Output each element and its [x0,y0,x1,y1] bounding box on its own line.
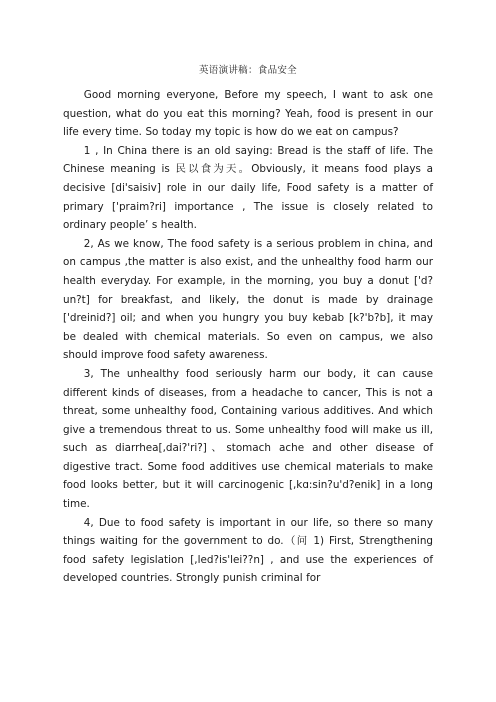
speech-body [63,86,433,588]
paragraph-intro: Good morning everyone, Before my speech, I want to ask one question, what do you eat this morning? Yeah, food is present in our life every time. So today my topic is how do we eat on campus? [63,89,433,139]
paragraph-point-2: 2, As we know, The food safety is a serious problem in china, and on campus ,the matter is also exist, and the unhealthy food harm our health everyday. For example, in the morning, you buy a donut ['d?un?t] for breakfast, and likely, the donut is made by drainage ['dreinid?] oil; and when you hungry you buy kebab [k?'b?b], it may be dealed with chemical materials. So even on campus, we also should improve food safety awareness. [63,237,433,362]
document-title: 英语演讲稿：食品安全 [198,65,297,76]
paragraph-point-4: 4, Due to food safety is important in our life, so there so many things waiting for the government to do.（问 1) First, Strengthening food safety legislation [,led?is'lei??n] , and use the experiences of developed countries. Strongly punish criminal for [63,516,433,585]
paragraph-point-3: 3, The unhealthy food seriously harm our body, it can cause different kinds of diseases, from a headache to cancer, This is not a threat, some unhealthy food, Containing various additives. And which give a tremendous threat to us. Some unhealthy food will make us ill, such as diarrhea[,dai?'ri?]、stomach ache and other disease of digestive tract. Some food additives use chemical materials to make food looks better, but it will carcinogenic [,kɑ:sin?u'd?enik] in a long time. [63,367,433,511]
paragraph-point-1: 1 , In China there is an old saying: Bread is the staff of life. The Chinese meaning is 民以食为天。Obviously, it means food plays a decisive [di'saisiv] role in our daily life, Food safety is a matter of primary ['praim?ri] importance , The issue is closely related to ordinary people’ s health. [63,144,433,232]
